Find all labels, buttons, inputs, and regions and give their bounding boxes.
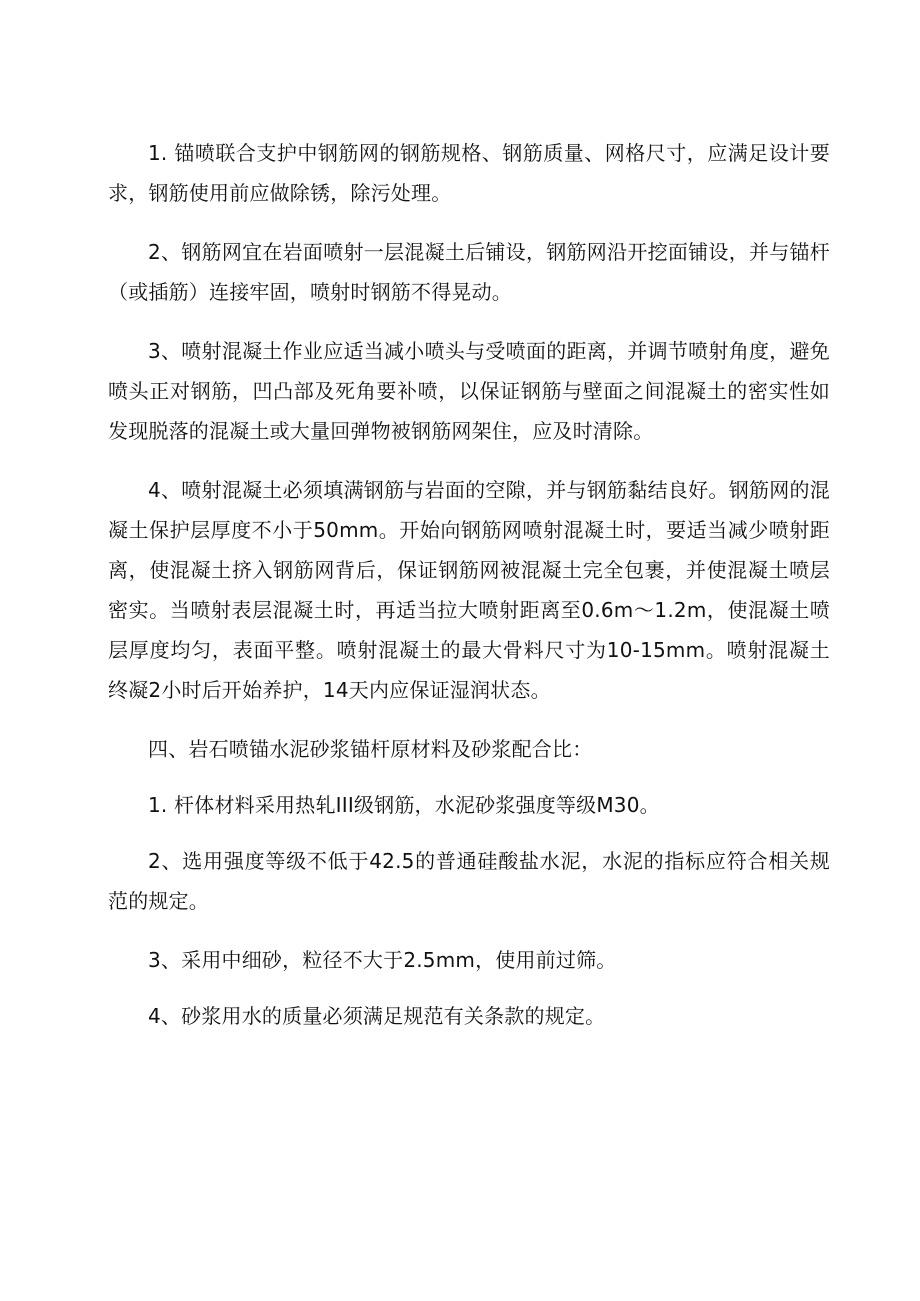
- paragraph-water: 4、砂浆用水的质量必须满足规范有关条款的规定。: [148, 1004, 606, 1028]
- paragraph-mesh-laying: 2、钢筋网宜在岩面喷射一层混凝土后铺设，钢筋网沿开挖面铺设，并与锚杆（或插筋）连接牢固，喷射时钢筋不得晃动。: [108, 240, 830, 304]
- paragraph-spray-operation: 3、喷射混凝土作业应适当减小喷头与受喷面的距离，并调节喷射角度，避免喷头正对钢筋，凹凸部及死角要补喷，以保证钢筋与壁面之间混凝土的密实性如发现脱落的混凝土或大量回弹物被钢筋网架住，应及时清除。: [108, 339, 830, 443]
- paragraph-mesh-spec: 1. 锚喷联合支护中钢筋网的钢筋规格、钢筋质量、网格尺寸，应满足设计要求，钢筋使用前应做除锈，除污处理。: [108, 141, 830, 205]
- paragraph-sand: 3、采用中细砂，粒径不大于2.5mm，使用前过筛。: [148, 948, 617, 972]
- paragraph-rod-material: 1. 杆体材料采用热轧III级钢筋，水泥砂浆强度等级M30。: [148, 793, 660, 817]
- paragraph-cement: 2、选用强度等级不低于42.5的普通硅酸盐水泥，水泥的指标应符合相关规范的规定。: [108, 849, 830, 913]
- paragraph-spray-filling: 4、喷射混凝土必须填满钢筋与岩面的空隙，并与钢筋黏结良好。钢筋网的混凝土保护层厚度不小于50mm。开始向钢筋网喷射混凝土时，要适当减少喷射距离，使混凝土挤入钢筋网背后，保证钢筋网被混凝土完全包裹，并使混凝土喷层密实。当喷射表层混凝土时，再适当拉大喷射距离至0.6m～1.2m，使混凝土喷层厚度均匀，表面平整。喷射混凝土的最大骨料尺寸为10-15mm。喷射混凝土终凝2小时后开始养护，14天内应保证湿润状态。: [108, 478, 830, 702]
- document-body: [108, 133, 830, 1055]
- section-heading-materials: 四、岩石喷锚水泥砂浆锚杆原材料及砂浆配合比：: [148, 737, 593, 761]
